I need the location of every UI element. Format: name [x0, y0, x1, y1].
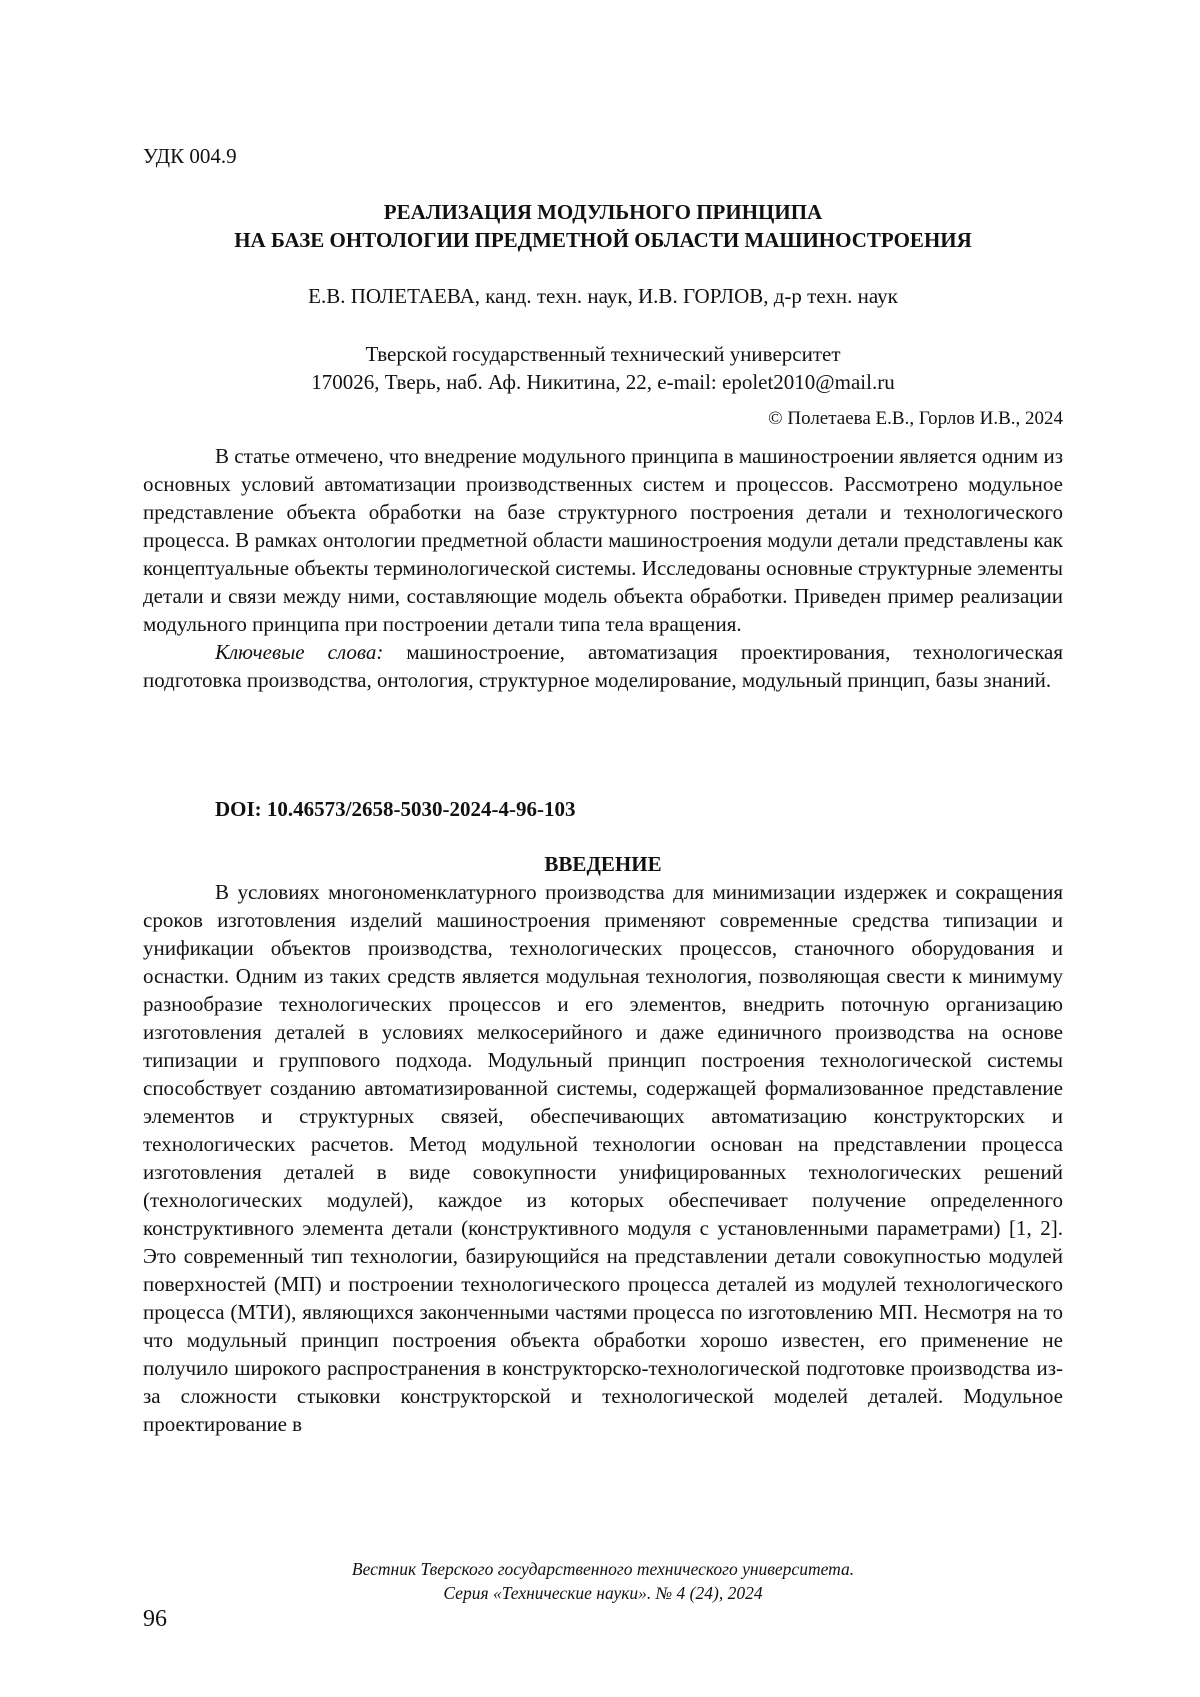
- article-title: [143, 198, 1063, 254]
- journal-footer-line-2: Серия «Технические науки». № 4 (24), 2024: [443, 1583, 763, 1603]
- affiliation-line-1: Тверской государственный технический университет: [365, 342, 841, 366]
- article-title-line-1: РЕАЛИЗАЦИЯ МОДУЛЬНОГО ПРИНЦИПА: [383, 200, 823, 224]
- introduction-paragraph: В условиях многономенклатурного производства для минимизации издержек и сокращения сроков изготовления изделий машиностроения применяют современные средства типизации и унификации объектов производства, технологических процессов, станочного оборудования и оснастки. Одним из таких средств является модульная технология, позволяющая свести к минимуму разнообразие технологических процессов и его элементов, внедрить поточную организацию изготовления деталей в условиях мелкосерийного и даже единичного производства на основе типизации и группового подхода. Модульный принцип построения технологической системы способствует созданию автоматизированной системы, содержащей формализованное представление элементов и структурных связей, обеспечивающих автоматизацию конструкторских и технологических расчетов. Метод модульной технологии основан на представлении процесса изготовления деталей в виде совокупности унифицированных технологических решений (технологических модулей), каждое из которых обеспечивает получение определенного конструктивного элемента детали (конструктивного модуля с установленными параметрами) [1, 2]. Это современный тип технологии, базирующийся на представлении детали совокупностью модулей поверхностей (МП) и построении технологического процесса деталей из модулей технологического процесса (МТИ), являющихся законченными частями процесса по изготовлению МП. Несмотря на то что модульный принцип построения объекта обработки хорошо известен, его применение не получило широкого распространения в конструкторско-технологической подготовке производства из-за сложности стыковки конструкторской и технологической моделей деталей. Модульное проектирование в: [143, 880, 1063, 1436]
- affiliation-line-2: 170026, Тверь, наб. Аф. Никитина, 22, e-mail: epolet2010@mail.ru: [311, 370, 895, 394]
- udk-code: УДК 004.9: [143, 144, 237, 168]
- introduction-body: [143, 878, 1063, 1438]
- journal-footer: [143, 1557, 1063, 1605]
- abstract: [143, 442, 1063, 694]
- doi: DOI: 10.46573/2658-5030-2024-4-96-103: [215, 797, 576, 821]
- copyright: © Полетаева Е.В., Горлов И.В., 2024: [768, 408, 1063, 429]
- page-number: 96: [143, 1606, 167, 1632]
- authors: Е.В. ПОЛЕТАЕВА, канд. техн. наук, И.В. ГОРЛОВ, д-р техн. наук: [308, 284, 898, 308]
- article-title-line-2: НА БАЗЕ ОНТОЛОГИИ ПРЕДМЕТНОЙ ОБЛАСТИ МАШИНОСТРОЕНИЯ: [234, 228, 972, 252]
- keywords-label: Ключевые слова:: [215, 640, 384, 664]
- affiliation: [143, 340, 1063, 396]
- section-title-introduction: ВВЕДЕНИЕ: [544, 852, 662, 876]
- keywords-paragraph: [143, 638, 1063, 694]
- journal-footer-line-1: Вестник Тверского государственного технического университета.: [351, 1559, 855, 1579]
- abstract-text: В статье отмечено, что внедрение модульного принципа в машиностроении является одним из основных условий автоматизации производственных систем и процессов. Рассмотрено модульное представление объекта обработки на базе структурного построения детали и технологического процесса. В рамках онтологии предметной области машиностроения модули детали представлены как концептуальные объекты терминологической системы. Исследованы основные структурные элементы детали и связи между ними, составляющие модель объекта обработки. Приведен пример реализации модульного принципа при построении детали типа тела вращения.: [143, 444, 1063, 636]
- keywords-text: машиностроение, автоматизация проектирования, технологическая подготовка производства, онтология, структурное моделирование, модульный принцип, базы знаний.: [143, 640, 1063, 692]
